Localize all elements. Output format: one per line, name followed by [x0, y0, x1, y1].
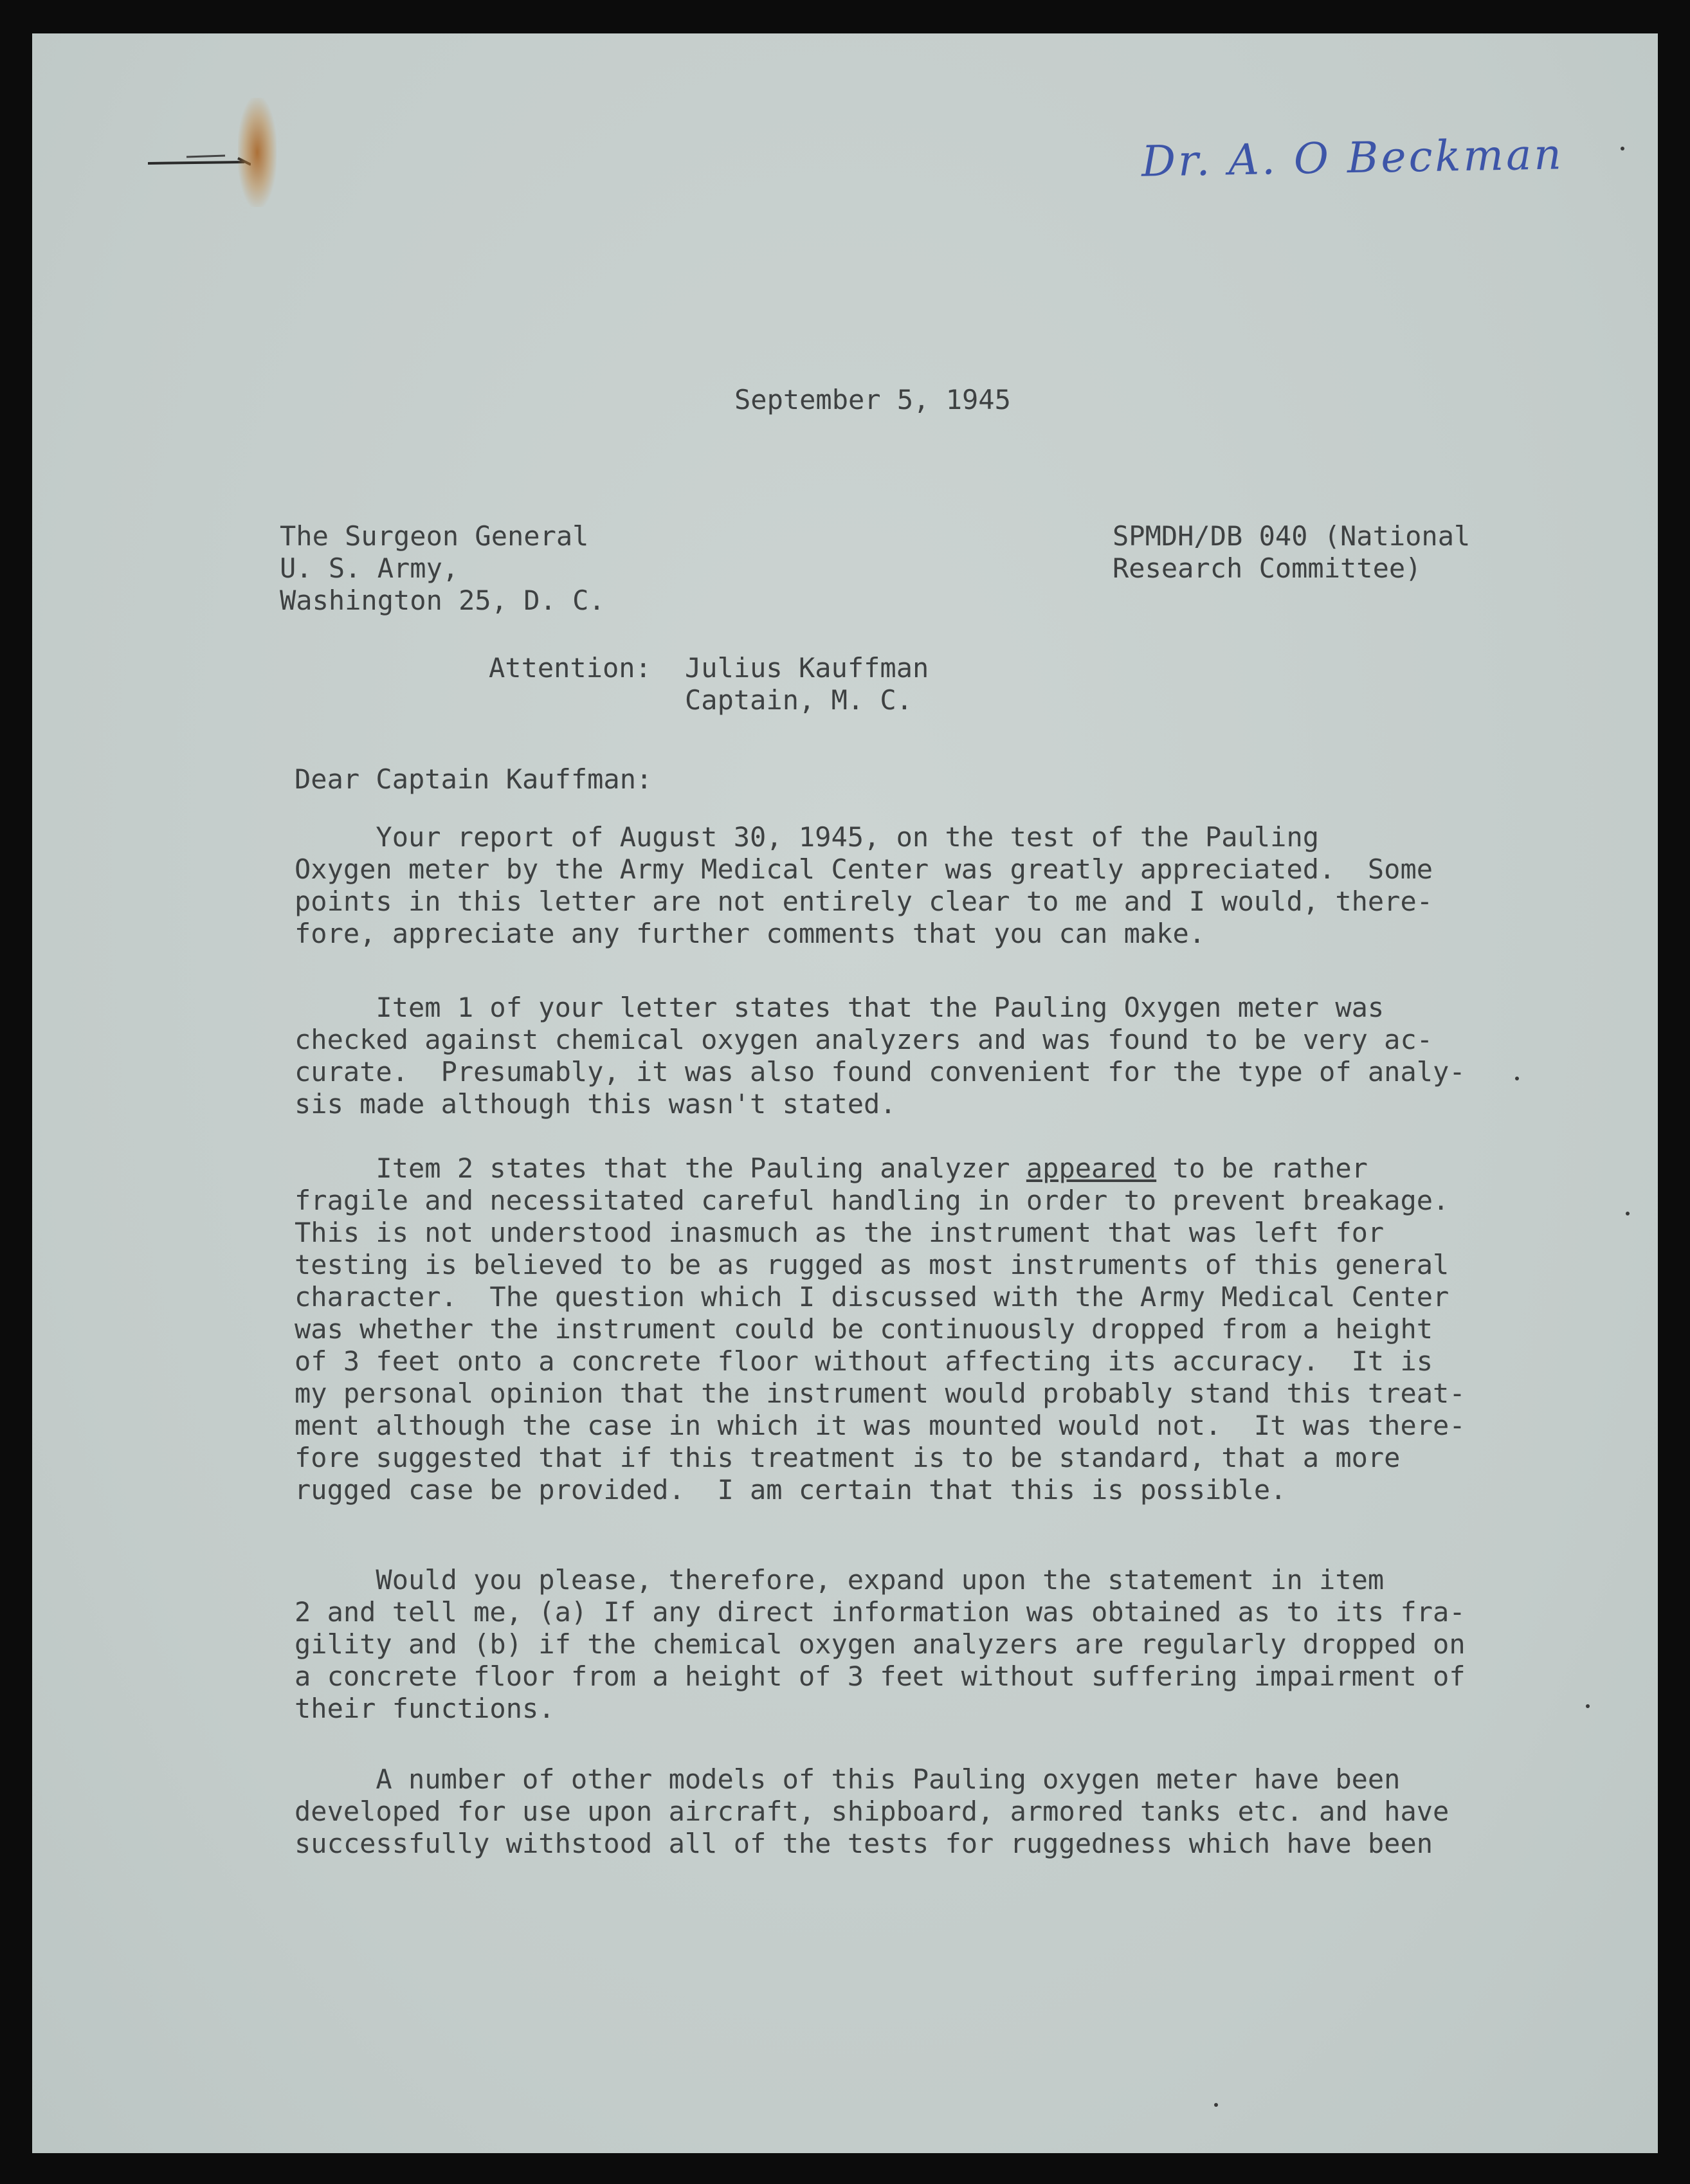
paragraph-1: [295, 821, 1433, 950]
paragraph-line: sis made although this wasn't stated.: [295, 1088, 896, 1120]
reference-line: Research Committee): [1113, 552, 1422, 584]
paragraph-3: [295, 1152, 1466, 1506]
paragraph-line: of 3 feet onto a concrete floor without affecting its accuracy. It is: [295, 1345, 1433, 1377]
paragraph-line: Oxygen meter by the Army Medical Center was greatly appreciated. Some: [295, 853, 1433, 885]
paragraph-5: [295, 1763, 1449, 1860]
recipient-address: [280, 520, 605, 617]
recipient-line: The Surgeon General: [280, 520, 589, 552]
recipient-line: Washington 25, D. C.: [280, 585, 605, 616]
paragraph-line: curate. Presumably, it was also found convenient for the type of analy-: [295, 1056, 1466, 1087]
paragraph-line: points in this letter are not entirely clear to me and I would, there-: [295, 886, 1433, 917]
paragraph-line: fore, appreciate any further comments that you can make.: [295, 918, 1206, 949]
paragraph-line: Your report of August 30, 1945, on the test of the Pauling: [295, 821, 1320, 853]
specks: [1586, 1704, 1590, 1708]
paragraph-line: checked against chemical oxygen analyzers and was found to be very ac-: [295, 1024, 1433, 1055]
paragraph-line: was whether the instrument could be continuously dropped from a height: [295, 1313, 1433, 1345]
paragraph-line: their functions.: [295, 1693, 555, 1724]
attention-title: Captain, M. C.: [685, 684, 913, 716]
paragraph-line: rugged case be provided. I am certain that this is possible.: [295, 1474, 1287, 1506]
file-reference: [1113, 520, 1470, 585]
paragraph-line: fragile and necessitated careful handling in order to prevent breakage.: [295, 1185, 1449, 1216]
attention-block: [685, 652, 929, 716]
letter-date: September 5, 1945: [734, 384, 1011, 415]
paragraph-line: successfully withstood all of the tests for ruggedness which have been: [295, 1828, 1433, 1859]
paragraph-line-end: to be rather: [1156, 1152, 1368, 1184]
underlined-word: appeared: [1026, 1152, 1157, 1184]
specks: [1214, 2103, 1218, 2107]
specks: [1626, 1212, 1630, 1215]
paragraph-line-start: Item 2 states that the Pauling analyzer: [295, 1152, 1026, 1184]
paragraph-line: Would you please, therefore, expand upon the statement in item: [295, 1564, 1385, 1596]
paragraph-4: [295, 1564, 1466, 1725]
paragraph-line: my personal opinion that the instrument would probably stand this treat-: [295, 1378, 1466, 1409]
paragraph-line: developed for use upon aircraft, shipboard, armored tanks etc. and have: [295, 1796, 1449, 1827]
paragraph-line: fore suggested that if this treatment is to be standard, that a more: [295, 1442, 1401, 1473]
rust-stain: [238, 98, 277, 207]
attention-name: Julius Kauffman: [685, 652, 929, 684]
letter-page: [32, 33, 1658, 2153]
paragraph-line: gility and (b) if the chemical oxygen analyzers are regularly dropped on: [295, 1628, 1466, 1660]
paragraph-line: 2 and tell me, (a) If any direct information was obtained as to its fra-: [295, 1596, 1466, 1628]
salutation: Dear Captain Kauffman:: [295, 763, 653, 795]
paragraph-line: testing is believed to be as rugged as most instruments of this general: [295, 1249, 1449, 1280]
specks: [1515, 1077, 1519, 1080]
paragraph-2: [295, 992, 1466, 1120]
paragraph-line: This is not understood inasmuch as the instrument that was left for: [295, 1217, 1385, 1248]
reference-line: SPMDH/DB 040 (National: [1113, 520, 1471, 552]
paragraph-line: Item 1 of your letter states that the Pauling Oxygen meter was: [295, 992, 1385, 1023]
attention-label: Attention:: [489, 652, 651, 684]
paragraph-line: character. The question which I discussed with the Army Medical Center: [295, 1281, 1449, 1313]
specks: [1621, 147, 1624, 150]
paragraph-line: ment although the case in which it was mounted would not. It was there-: [295, 1410, 1466, 1441]
handwritten-annotation: Dr. A. O Beckman: [1141, 129, 1565, 187]
paragraph-line: a concrete floor from a height of 3 feet without suffering impairment of: [295, 1661, 1466, 1692]
recipient-line: U. S. Army,: [280, 552, 459, 584]
staple-pin-mark: [148, 143, 251, 175]
paragraph-line: A number of other models of this Pauling oxygen meter have been: [295, 1763, 1401, 1795]
